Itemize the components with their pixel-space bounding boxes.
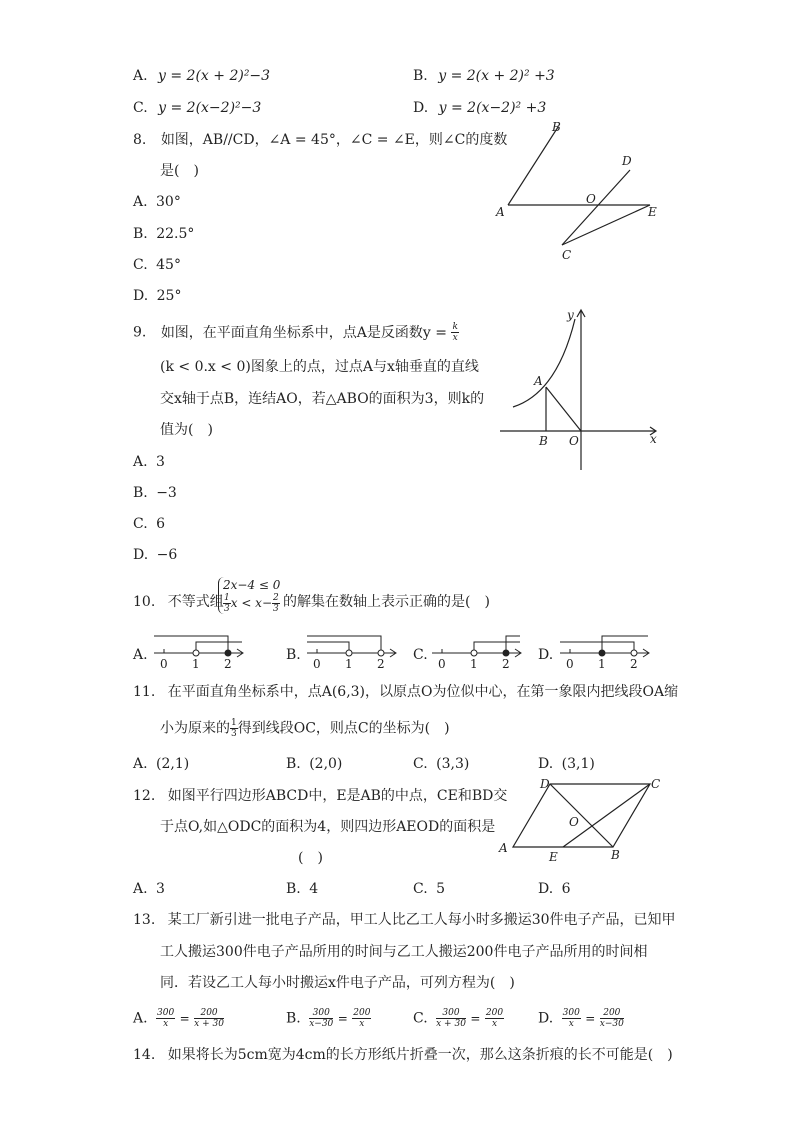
- frac-den: x + 30: [436, 1019, 466, 1029]
- line-cd: [562, 170, 630, 245]
- option-label: A.: [133, 68, 148, 84]
- option-text: −6: [156, 547, 178, 563]
- open-dot: [346, 650, 352, 656]
- option-label: B.: [413, 68, 428, 84]
- option-label: D.: [538, 756, 554, 772]
- inequality-1: 2x−4 ≤ 0: [223, 578, 281, 592]
- tick-label-1: 1: [345, 657, 353, 670]
- hyperbola-curve: [513, 319, 575, 407]
- option-label: B.: [286, 881, 301, 897]
- ray-lower: [560, 642, 634, 650]
- question-number: 13.: [133, 912, 156, 928]
- option-label: D.: [538, 1010, 554, 1027]
- rhs-fraction: [194, 1008, 224, 1029]
- q13-stem-line1: [133, 911, 676, 929]
- frac-num: 2: [273, 593, 279, 603]
- option-label: A.: [133, 454, 148, 470]
- question-text: 某工厂新引进一批电子产品，甲工人比乙工人每小时多搬运30件电子产品，已知甲: [167, 912, 676, 928]
- tick-label-1: 1: [598, 657, 606, 670]
- fraction-1-3: [223, 593, 231, 614]
- tick-label-1: 1: [470, 657, 478, 670]
- q12-stem-line2: 于点O,如△ODC的面积为4，则四边形AEOD的面积是: [160, 819, 496, 835]
- option-label: A.: [133, 881, 148, 897]
- frac-den: x: [163, 1019, 169, 1029]
- label-c: C: [651, 777, 661, 791]
- option-label: B.: [133, 485, 148, 501]
- option-text: 3: [156, 881, 165, 897]
- frac-num: 1: [231, 718, 237, 728]
- label-b: B: [552, 120, 561, 134]
- frac-num: 1: [224, 593, 230, 603]
- closed-dot: [225, 650, 231, 656]
- option-text: 22.5°: [156, 226, 195, 242]
- q8-option-d: [133, 287, 181, 305]
- q10-numberline-c: [428, 628, 528, 670]
- question-number: 11.: [133, 684, 156, 700]
- open-dot: [471, 650, 477, 656]
- option-label: A.: [133, 1010, 148, 1027]
- q9-stem-line3: 交x轴于点B，连结AO，若△ABO的面积为3，则k的: [160, 391, 485, 407]
- option-label: A.: [133, 756, 148, 772]
- frac-den: x−30: [309, 1019, 334, 1029]
- tick-label-2: 2: [377, 657, 385, 670]
- frac-den: x: [359, 1019, 365, 1029]
- open-dot: [631, 650, 637, 656]
- frac-num: 300: [309, 1008, 333, 1019]
- frac-den: x + 30: [194, 1019, 224, 1029]
- tick-label-0: 0: [313, 657, 321, 670]
- ray-upper: [602, 636, 648, 650]
- option-label: C.: [413, 756, 428, 772]
- ray-lower: [506, 636, 520, 650]
- tick-label-0: 0: [160, 657, 168, 670]
- q11-option-b: [286, 755, 342, 773]
- question-text: 如图，AB//CD，∠A = 45°，∠C = ∠E，则∠C的度数: [160, 132, 508, 148]
- diagonal-bd: [550, 784, 613, 847]
- rhs-fraction: [485, 1008, 504, 1029]
- option-text: (3,1): [561, 756, 595, 772]
- line-ce: [562, 205, 650, 245]
- q7-option-c: [133, 99, 261, 117]
- q12-option-d: [538, 880, 571, 898]
- option-label: B.: [133, 226, 148, 242]
- option-text: y = 2(x−2)²−3: [158, 100, 262, 116]
- open-dot-2: [378, 650, 384, 656]
- q9-figure: [495, 305, 665, 475]
- ray-lower: [307, 636, 381, 650]
- option-text: 6: [561, 881, 571, 897]
- lhs-fraction: [309, 1008, 333, 1029]
- question-text: 在平面直角坐标系中，点A(6,3)，以原点O为位似中心，在第一象限内把线段OA缩: [167, 684, 679, 700]
- frac-num: k: [452, 322, 458, 332]
- closed-dot: [503, 650, 509, 656]
- lhs-fraction: [436, 1008, 466, 1029]
- label-o: O: [569, 434, 579, 448]
- q13-stem-line2: 工人搬运300件电子产品所用的时间与乙工人搬运200件电子产品所用的时间相: [160, 944, 648, 960]
- question-number: 14.: [133, 1047, 156, 1063]
- label-e: E: [549, 850, 558, 864]
- question-text: 得到线段OC，则点C的坐标为( ): [237, 720, 450, 737]
- q11-stem-line1: [133, 683, 678, 701]
- label-b: B: [539, 434, 548, 448]
- option-label: A.: [133, 194, 148, 210]
- q10-stem-suffix: 的解集在数轴上表示正确的是( ): [283, 594, 490, 610]
- question-number: 9.: [133, 324, 147, 341]
- label-d: D: [540, 777, 550, 791]
- equals-sign: =: [179, 1011, 190, 1026]
- q10-numberline-a: [150, 628, 250, 670]
- frac-num: 200: [353, 1008, 371, 1018]
- frac-den: x−30: [599, 1019, 624, 1029]
- q10-option-d-label: D.: [538, 647, 554, 663]
- q7-option-b: [413, 67, 555, 85]
- option-label: C.: [133, 516, 148, 532]
- question-text: 如图，在平面直角坐标系中，点A是反函数y =: [160, 324, 448, 341]
- frac-num: 200: [194, 1008, 224, 1019]
- q8-option-c: [133, 256, 181, 274]
- q9-stem-line4: 值为( ): [160, 422, 213, 438]
- q11-stem-line2: [160, 718, 450, 739]
- question-number: 10.: [133, 594, 156, 610]
- fraction-1-3: [230, 718, 238, 739]
- option-text: 6: [156, 516, 166, 532]
- equals-sign: =: [585, 1011, 596, 1026]
- rhs-fraction: [600, 1008, 624, 1029]
- q10-numberline-d: [556, 628, 656, 670]
- label-e: E: [648, 205, 657, 219]
- label-x: x: [650, 432, 657, 446]
- q9-option-a: [133, 453, 165, 471]
- label-o: O: [586, 192, 596, 206]
- q10-option-b-label: B.: [286, 647, 301, 663]
- option-text: (2,0): [309, 756, 343, 772]
- frac-den: x: [568, 1019, 574, 1029]
- fraction-2-3: [272, 593, 280, 614]
- q8-figure: [490, 115, 670, 265]
- frac-num: 300: [562, 1008, 580, 1018]
- fraction-k-over-x: [451, 322, 458, 343]
- label-b: B: [611, 848, 620, 862]
- question-text: 如图平行四边形ABCD中，E是AB的中点，CE和BD交: [167, 788, 508, 804]
- q12-figure: [495, 772, 665, 864]
- label-a: A: [496, 205, 505, 219]
- q8-stem-line1: [133, 131, 507, 149]
- inequality-2-text: x < x−: [230, 596, 273, 610]
- question-text: 如果将长为5cm宽为4cm的长方形纸片折叠一次，那么这条折痕的长不可能是( ): [167, 1047, 673, 1063]
- q13-option-c: [413, 1008, 504, 1029]
- rhs-fraction: [352, 1008, 371, 1029]
- ray-lower: [154, 636, 228, 650]
- q11-option-c: [413, 755, 469, 773]
- option-text: y = 2(x−2)² +3: [438, 100, 547, 116]
- question-text: 小为原来的: [160, 720, 230, 737]
- option-text: (3,3): [436, 756, 470, 772]
- frac-num: 300: [436, 1008, 466, 1019]
- q14-stem-line1: [133, 1046, 673, 1064]
- closed-dot: [599, 650, 605, 656]
- q9-option-b: [133, 484, 177, 502]
- equals-sign: =: [470, 1011, 481, 1026]
- q12-option-c: [413, 880, 445, 898]
- option-label: C.: [133, 257, 148, 273]
- q12-option-a: [133, 880, 165, 898]
- q9-option-d: [133, 546, 177, 564]
- option-label: D.: [538, 881, 554, 897]
- tick-label-1: 1: [192, 657, 200, 670]
- ray-upper: [307, 642, 349, 650]
- option-text: 45°: [156, 257, 181, 273]
- option-label: D.: [133, 547, 149, 563]
- option-text: 5: [436, 881, 446, 897]
- q10-option-c-label: C.: [413, 647, 428, 663]
- tick-label-0: 0: [566, 657, 574, 670]
- q8-option-a: [133, 193, 181, 211]
- option-text: 3: [156, 454, 165, 470]
- option-label: D.: [133, 288, 149, 304]
- q13-option-b: [286, 1008, 371, 1029]
- question-number: 8.: [133, 132, 147, 148]
- lhs-fraction: [562, 1008, 581, 1029]
- question-number: 12.: [133, 788, 156, 804]
- q10-stem: [133, 593, 224, 611]
- label-a: A: [499, 841, 508, 855]
- q13-option-a: [133, 1008, 224, 1029]
- frac-num: 200: [600, 1008, 624, 1019]
- frac-num: 300: [157, 1008, 175, 1018]
- q12-stem-line1: [133, 787, 507, 805]
- frac-num: 200: [485, 1008, 504, 1018]
- option-label: C.: [133, 100, 148, 116]
- q10-option-a-label: A.: [133, 647, 148, 663]
- option-text: −3: [156, 485, 177, 501]
- segment-ao: [546, 387, 581, 431]
- q8-option-b: [133, 225, 194, 243]
- q12-stem-line3: ( ): [298, 850, 323, 866]
- option-label: B.: [286, 1010, 301, 1027]
- option-label: C.: [413, 1010, 428, 1027]
- q12-option-b: [286, 880, 318, 898]
- open-dot: [193, 650, 199, 656]
- tick-label-2: 2: [502, 657, 510, 670]
- lhs-fraction: [156, 1008, 175, 1029]
- q9-stem-line2: (k < 0.x < 0)图象上的点，过点A与x轴垂直的直线: [160, 359, 479, 375]
- option-text: y = 2(x + 2)²−3: [158, 68, 271, 84]
- inequality-2: [223, 593, 280, 614]
- frac-den: 3: [231, 729, 237, 739]
- inequality-system: [218, 577, 280, 614]
- tick-label-0: 0: [438, 657, 446, 670]
- line-ab: [508, 127, 558, 205]
- frac-den: x: [491, 1019, 498, 1029]
- tick-label-2: 2: [224, 657, 232, 670]
- option-text: 30°: [156, 194, 181, 210]
- question-text: 不等式组: [167, 594, 224, 610]
- label-d: D: [622, 154, 632, 168]
- label-a: A: [534, 374, 543, 388]
- option-label: B.: [286, 756, 301, 772]
- frac-den: 3: [224, 604, 230, 614]
- q9-stem-line1: [133, 322, 459, 343]
- label-c: C: [562, 248, 572, 262]
- option-text: y = 2(x + 2)² +3: [438, 68, 555, 84]
- option-label: D.: [413, 100, 429, 116]
- label-y: y: [567, 308, 574, 322]
- equals-sign: =: [337, 1011, 348, 1026]
- q13-option-d: [538, 1008, 624, 1029]
- q8-stem-line2: 是( ): [160, 163, 199, 179]
- ray-upper: [474, 642, 520, 650]
- option-label: C.: [413, 881, 428, 897]
- option-text: 4: [309, 881, 319, 897]
- q9-option-c: [133, 515, 165, 533]
- ray-upper: [196, 642, 242, 650]
- q11-option-a: [133, 755, 189, 773]
- label-o: O: [569, 815, 579, 829]
- q10-numberline-b: [303, 628, 403, 670]
- q7-option-a: [133, 67, 270, 85]
- option-text: 25°: [156, 288, 182, 304]
- q13-stem-line3: 同．若设乙工人每小时搬运x件电子产品，可列方程为( ): [160, 975, 515, 991]
- frac-den: 3: [273, 604, 279, 614]
- option-text: (2,1): [156, 756, 190, 772]
- q11-option-d: [538, 755, 595, 773]
- tick-label-2: 2: [630, 657, 638, 670]
- frac-den: x: [452, 333, 458, 343]
